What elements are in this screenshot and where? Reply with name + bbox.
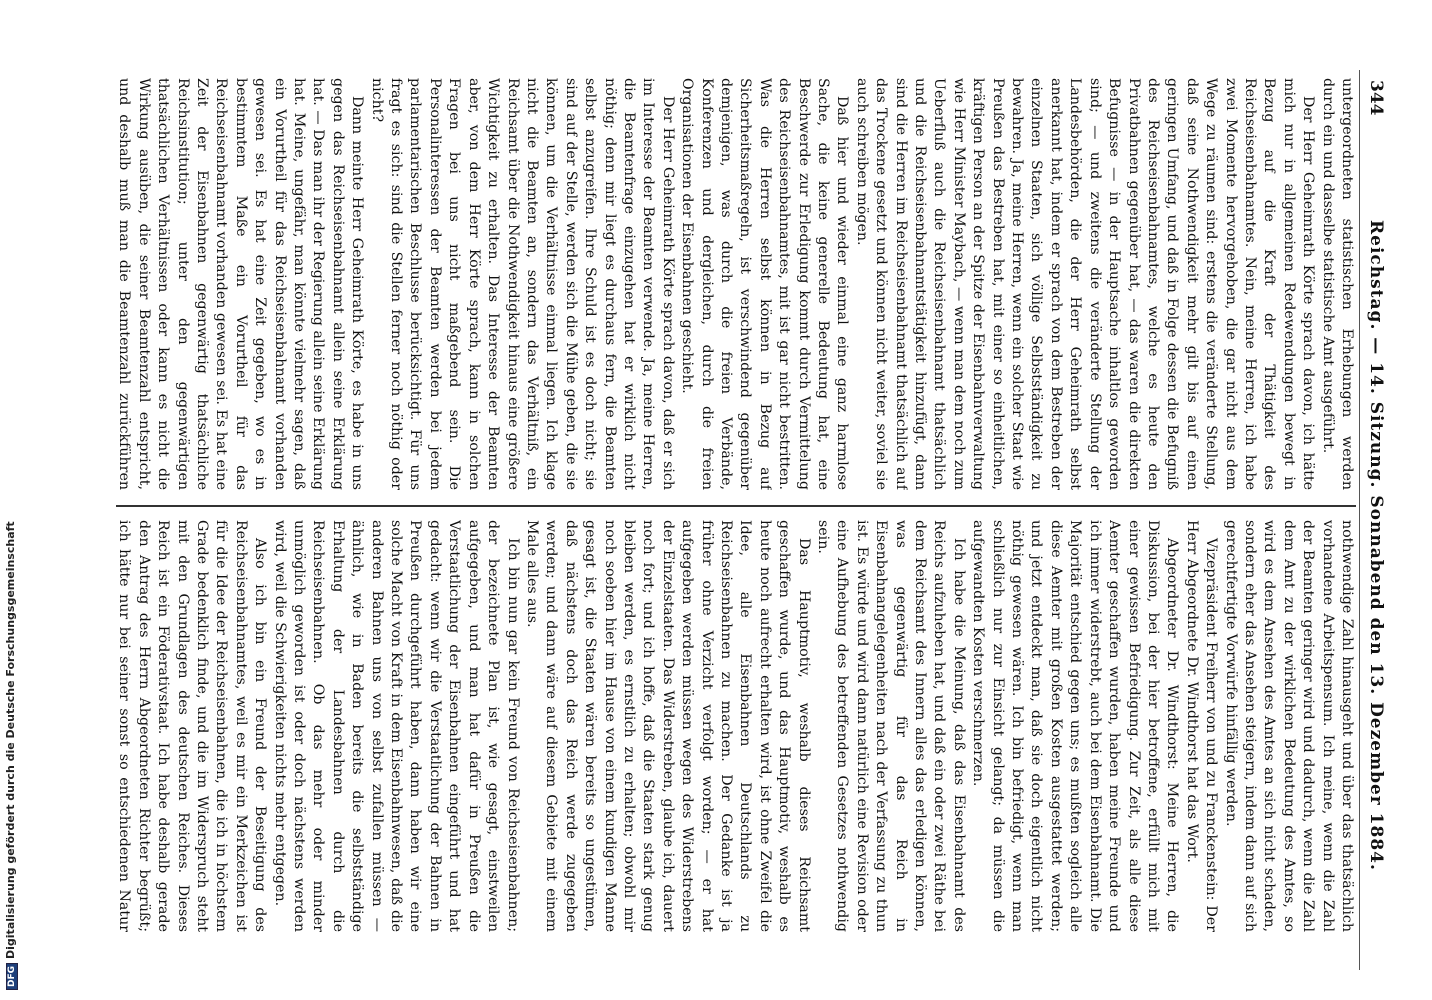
paragraph: nothwendige Zahl hinausgeht und über das thatsächlich vorhandene Arbeitspensum. Ich meine, wenn die Zahl der Beamten geringer wird und dadurch, wenn die Zahl dem Amt zu der wirklichen Bedeutung des Amtes, so wird es dem Ansehen des Amtes an sich nicht schaden, sondern eher das Ansehen steigern, indem dann auf sich gerechtfertigte Vorwürfe hinfällig werden.: [1222, 520, 1355, 932]
paragraph: Daß hier und wieder einmal eine ganz harmlose Sache, die keine generelle Bedeutung hat, eine Beschwerde zur Erledigung kommt durch Vermittelung des Reichseisenbahnamtes, mit ist gar nicht bestritten. Was die Herren selbst können in Bezug auf Sicherheitsmaßregeln, ist verschwindend gegenüber demjenigen, was durch die freien Verbände, Konferenzen und dergleichen, durch die freien Organisationen der Eisenbahnen geschieht.: [679, 78, 851, 490]
scanned-page: [90, 50, 1390, 1000]
speaker-paragraph: Vizepräsident Freiherr von und zu Franckenstein: Der Herr Abgeordnete Dr. Windthorst hat das Wort.: [1183, 520, 1220, 932]
paragraph: Also ich bin ein Freund der Beseitigung des Reichseisenbahnamtes, weil es mir ein Merkzeichen ist für die Idee der Reichseisenbahnen, die ich in höchstem Grade bedenklich finde, und die im Widerspruch steht mit den Grundlagen des deutschen Reiches. Dieses Reich ist ein Föderativstaat. Ich habe deshalb gerade den Antrag des Herrn Abgeordneten Richter begrüßt; ich hätte nur bei seiner sonst so entschiedenen Natur: [116, 520, 269, 932]
paragraph: Ich bin nun gar kein Freund von Reichseisenbahnen; der bezeichnete Plan ist, wie gesagt, einstweilen aufgegeben, und man hat dafür in Preußen die Verstaatlichung der Eisenbahnen eingeführt und hat gedacht: wenn wir die Verstaatlichung der Bahnen in Preußen durchgeführt haben, dann haben wir eine solche Macht von Kraft in dem Eisenbahnwesen, daß die anderen Bahnen uns von selbst zufallen müssen — ähnlich, wie in Baden bereits die selbstständige Erhaltung der Landesbahnen durch die Reichseisenbahnen. Ob das mehr oder minder unmöglich geworden ist oder doch nächstens werden wird, weil die Schwierigkeiten nichts mehr entgegen.: [271, 520, 521, 932]
paragraph: Das Hauptmotiv, weshalb dieses Reichsamt geschaffen wurde, und das Hauptmotiv, weshalb es heute noch aufrecht erhalten wird, ist ohne Zweifel die Idee, alle Eisenbahnen Deutschlands zu Reichseisenbahnen zu machen. Der Gedanke ist ja früher ohne Verzicht verfolgt worden; — er hat aufgegeben werden müssen wegen des Widerstrebens der Einzelstaaten. Das Widerstreben, glaube ich, dauert noch fort; und ich hoffe, daß die Staaten stark genug bleiben werden, es ernstlich zu erhalten; obwohl mir noch soeben hier im Hause von einem kundigen Manne gesagt ist, die Staaten wären bereits so ungestümen, daß nächstens doch das Reich werde zugegeben werden; und dann wäre auf diesem Gebiete mit einem Male alles aus.: [523, 520, 812, 932]
right-column: [116, 520, 1356, 932]
paragraph: Der Herr Geheimrath Körte sprach davon, ich hätte mich nur in allgemeinen Redewendungen bewegt in Bezug auf die Kraft der Thätigkeit des Reichseisenbahnamtes. Nein, meine Herren, ich habe zwei Momente hervorgehoben, die gar nicht aus dem Wege zu räumen sind: erstens die veränderte Stellung, daß seine Nothwendigkeit mehr gilt bis auf einen geringen Umfang, und daß in Folge dessen die Befugniß des Reichseisenbahnamtes, welche es heute den Privatbahnen gegenüber hat, — das waren die direkten Befugnisse — in der Hauptsache inhaltlos geworden sind; — und zweitens die veränderte Stellung der Landesbehörden, die der Herr Geheimrath selbst anerkannt hat, indem er sprach von dem Bestreben der einzelnen Staaten, sich völlige Selbstständigkeit zu bewahren. Ja, meine Herren, wenn ein solcher Staat wie Preußen das Bestreben hat, mit einer so einheitlichen, kräftigen Person an der Spitze der Eisenbahnverwaltung wie Herr Minister Maybach, — wenn man dem noch zum Ueberfluß auch die Reichseisenbahnamt thatsächlich und die Reichseisenbahnamtstätigkeit hinzufügt, dann sind die Herren im Reichseisenbahnamt thatsächlich auf das Trockene gesetzt und können nicht weiter, soviel sie auch schreiben mögen.: [853, 78, 1317, 490]
page-header: [1356, 80, 1386, 970]
left-column: [116, 78, 1356, 490]
running-title: Reichstag. — 14. Sitzung. Sonnabend den 13. Dezember 1884.: [1366, 220, 1386, 871]
paragraph: untergeordneten statistischen Erhebungen werden durch ein und dasselbe statistische Amt ausgeführt.: [1319, 78, 1355, 490]
speaker-paragraph: Abgeordneter Dr. Windthorst: Meine Herren, die Diskussion, bei der hier betroffene, erfüllt mich mit einer gewissen Befriedigung. Zur Zeit, als alle diese Aemter geschaffen wurden, haben meine Freunde und ich immer widerstrebt, auch bei dem Eisenbahnamt. Die Majorität entschied gegen uns; es mußten sogleich alle diese Aemter mit großen Kosten ausgestattet werden; und jetzt entdeckt man, daß sie doch eigentlich nicht nöthig gewesen wären. Ich bin befriedigt, wenn man schließlich nur zur Einsicht gelangt; da müssen die aufgewandten Kosten verschmerzen.: [970, 520, 1181, 932]
paragraph: Ich habe die Meinung, daß das Eisenbahnamt des Reichs aufzuheben hat, und daß ein oder zwei Räthe bei dem Reichsamt des Innern alles das erledigen können, was gegenwärtig für das Reich in Eisenbahnangelegenheiten nach der Verfassung zu thun ist. Es würde und wird dann natürlich eine Revision oder eine Aufhebung des betreffenden Gesetzes nothwendig sein.: [815, 520, 967, 932]
page-number: 344: [1366, 80, 1386, 116]
header-rule: [1359, 70, 1360, 970]
digitization-note: Digitalisierung gefördert durch die Deutsche Forschungsgemeinschaft: [4, 521, 17, 959]
dfg-logo: DFG: [6, 963, 18, 990]
paragraph: Dann meinte Herr Geheimrath Körte, es habe in uns gegen das Reichseisenbahnamt allein seine Erklärung hat. — Das man ihr der Regierung allein seine Erklärung hat. Meine, ungefähr, man könnte vielmehr sagen, daß ein Vorurtheil für das Reichseisenbahnamt vorhanden gewesen sei. Es hat eine Zeit gegeben, wo es in bestimmtem Maße ein Vorurtheil für das Reichseisenbahnamt vorhanden gewesen sei. Es hat eine Zeit der Eisenbahnen gegenwärtig thatsächliche Reichsinstitution; unter den gegenwärtigen thatsächlichen Verhältnissen oder kann es nicht die Wirkung ausüben, die seiner Beamtenzahl entspricht, und deshalb muß man die Beamtenzahl zurückführen: [116, 78, 366, 490]
digitization-footer: [0, 0, 30, 1000]
column-divider: [116, 505, 1356, 507]
paragraph: Der Herr Geheimrath Körte sprach davon, daß er sich im Interesse der Beamten verwende. Ja, meine Herren, die Beamtenfrage einzugehen hat er wirklich nicht nöthig; denn mir liegt es durchaus fern, die Beamten selbst anzugreifen. Ihre Schuld ist es doch nicht; sie sind auf der Stelle, werden sich die Mühe geben, die sie können, um die Verhältnisse einmal liegen. Ich klage nicht die Beamten an, sondern das Verhältniß, ein Reichsamt über die Nothwendigkeit hinaus eine größere Wichtigkeit zu erhalten. Das Interesse der Beamten aber, von dem Herr Körte sprach, kann in solchen Fragen bei uns nicht maßgebend sein. Die Personalinteressen der Beamten werden bei jedem parlamentarischen Beschlusse berücksichtigt. Für uns fragt es sich: sind die Stellen ferner noch nöthig oder nicht?: [368, 78, 676, 490]
